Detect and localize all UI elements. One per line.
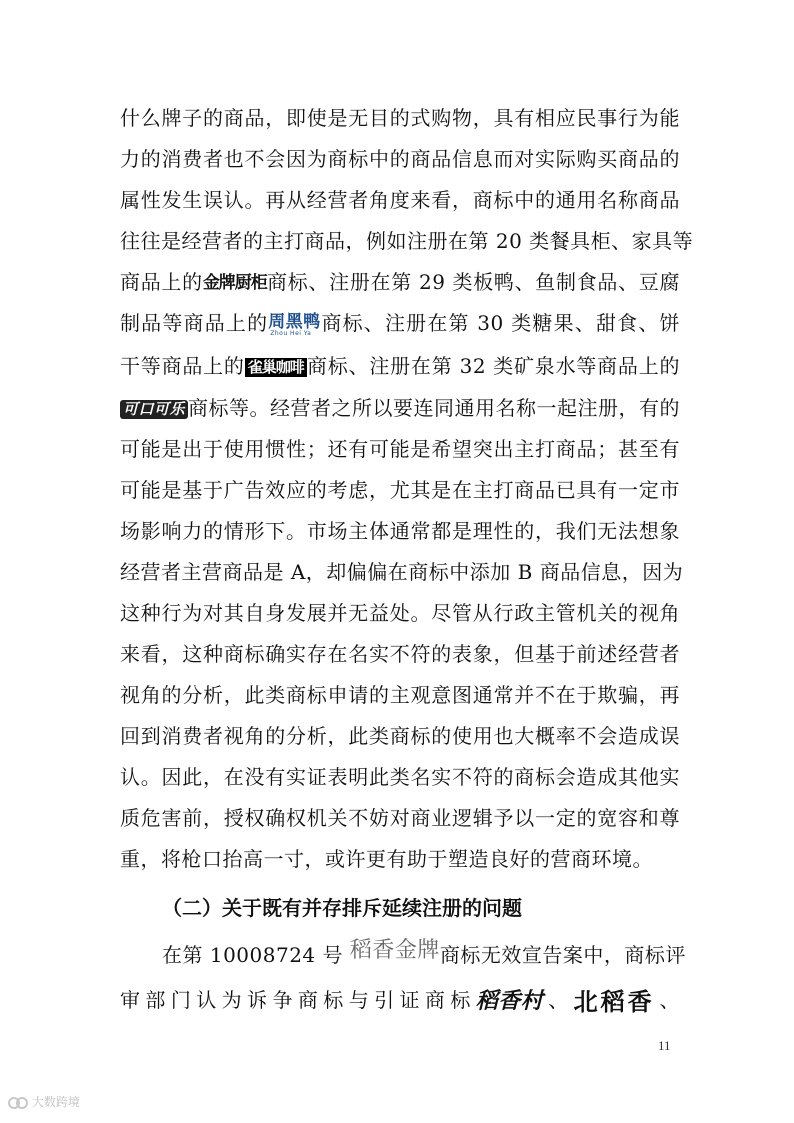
line-text: 商标等。经营者之所以要连同通用名称一起注册，有的 — [188, 396, 681, 420]
body-line: 这种行为对其自身发展并无益处。尽管从行政主管机关的视角 — [120, 601, 680, 625]
logo-subtext: Zhou Hei Ya — [270, 330, 312, 337]
body-line: 往往是经营者的主打商品，例如注册在第 20 类餐具柜、家具等 — [120, 229, 694, 253]
body-line: 质危害前，授权确权机关不妨对商业逻辑予以一定的宽容和尊 — [120, 806, 680, 830]
body-line: 回到消费者视角的分析，此类商标的使用也大概率不会造成误 — [120, 724, 680, 748]
body-line: 属性发生误认。再从经营者角度来看，商标中的通用名称商品 — [120, 188, 680, 212]
body-line — [120, 393, 680, 423]
body-line — [120, 351, 680, 381]
line-text: 在第 10008724 号 — [162, 943, 350, 967]
body-line: 经营者主营商品是 A，却偏偏在商标中添加 B 商品信息，因为 — [120, 560, 684, 584]
body-line — [162, 937, 686, 970]
trademark-logo-daoxiang-jinpai: 稻香金牌 — [349, 937, 440, 963]
body-line — [120, 308, 680, 338]
body-line: 场影响力的情形下。市场主体通常都是理性的，我们无法想象 — [120, 519, 680, 543]
body-line: 重，将枪口抬高一寸，或许更有助于塑造良好的营商环境。 — [120, 847, 653, 871]
section-heading: （二）关于既有并存排斥延续注册的问题 — [162, 896, 522, 920]
line-text: 、 — [654, 988, 681, 1012]
line-text: 商标无效宣告案中，商标评 — [439, 943, 686, 967]
body-line: 可能是基于广告效应的考虑，尤其是在主打商品已具有一定市 — [120, 478, 680, 502]
line-text: 干等商品上的 — [120, 354, 245, 378]
watermark — [8, 1093, 80, 1111]
trademark-logo-daoxiangcun: 稻香村 — [475, 988, 544, 1014]
line-text: 、 — [543, 988, 574, 1012]
body-line: 来看，这种商标确实存在名实不符的表象，但基于前述经营者 — [120, 642, 680, 666]
body-line: 可能是出于使用惯性；还有可能是希望突出主打商品；甚至有 — [120, 437, 680, 461]
watermark-logo-icon — [8, 1095, 28, 1111]
page-number: 11 — [658, 1038, 671, 1053]
line-text: 商标、注册在第 30 类糖果、甜食、饼 — [320, 311, 680, 335]
body-line: 认。因此，在没有实证表明此类名实不符的商标会造成其他实 — [120, 765, 680, 789]
trademark-logo-zhouheiya — [268, 314, 321, 335]
line-text: 商标、注册在第 32 类矿泉水等商品上的 — [306, 354, 680, 378]
body-line — [120, 985, 680, 1015]
watermark-text: 大数跨境 — [31, 1095, 80, 1109]
body-line — [120, 267, 680, 297]
trademark-logo-jinpai-chugui: 金牌厨柜 — [202, 273, 267, 293]
line-text: 商标、注册在第 29 类板鸭、鱼制食品、豆腐 — [266, 270, 680, 294]
body-line: 什么牌子的商品，即使是无目的式购物，具有相应民事行为能 — [120, 106, 680, 130]
body-line: 视角的分析，此类商标申请的主观意图通常并不在于欺骗，再 — [120, 683, 680, 707]
trademark-logo-bei-daoxiang: 北稻香 — [573, 987, 655, 1016]
line-text: 审部门认为诉争商标与引证商标 — [120, 988, 476, 1012]
logo-text: 周黑鸭 — [268, 312, 321, 332]
trademark-logo-cocacola: 可口可乐 — [120, 400, 188, 419]
trademark-logo-nescafe: 雀巢咖啡 — [245, 358, 307, 377]
line-text: 商品上的 — [120, 270, 203, 294]
line-text: 制品等商品上的 — [120, 311, 269, 335]
body-line: 力的消费者也不会因为商标中的商品信息而对实际购买商品的 — [120, 147, 680, 171]
